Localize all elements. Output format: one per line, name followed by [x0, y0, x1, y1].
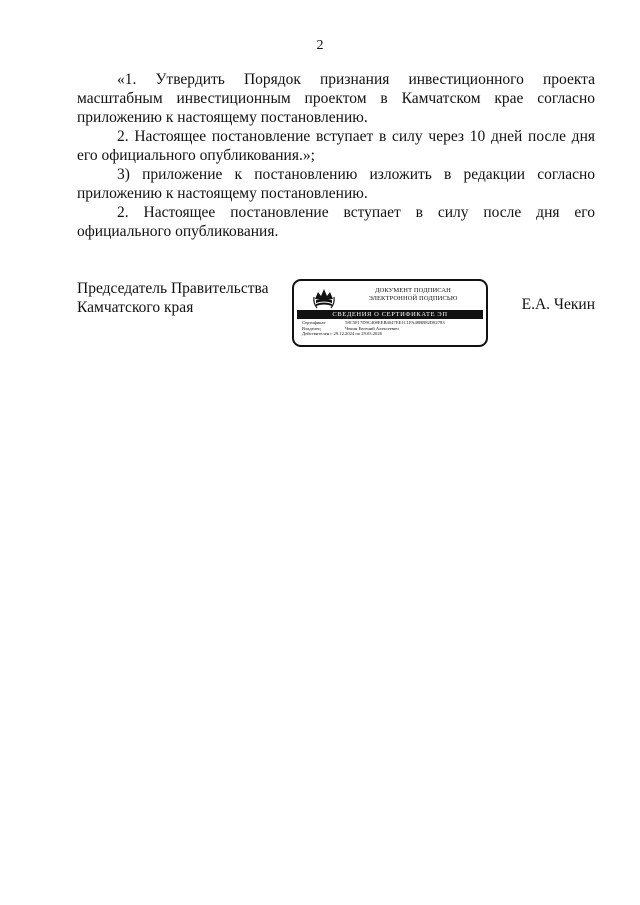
stamp-validity-label: Действителен: [302, 331, 330, 337]
paragraph: 2. Настоящее постановление вступает в силу через 10 дней после дня его официального опубликования.»;: [77, 128, 595, 164]
document-body: [77, 70, 595, 241]
signer-position-line: Председатель Правительства: [77, 280, 269, 297]
coat-of-arms-icon: [312, 286, 336, 310]
stamp-validity-row: [302, 331, 482, 337]
stamp-certificate-header: СВЕДЕНИЯ О СЕРТИФИКАТЕ ЭП: [297, 310, 483, 319]
stamp-details: [302, 320, 482, 337]
signer-position-line: Камчатского края: [77, 299, 194, 316]
stamp-owner-value: Чекин Евгений Алексеевич: [345, 325, 399, 331]
stamp-validity-value: с 29.12.2024 по 29.03.2026: [330, 331, 382, 337]
stamp-certificate-value: 58C5F17D9C408EEB4047EE1C1FA48BB82D82783: [345, 320, 445, 325]
paragraph: 3) приложение к постановлению изложить в редакции согласно приложению к настоящему постановлению.: [77, 166, 595, 202]
signer-name: Е.А. Чекин: [521, 296, 595, 313]
stamp-title-line: ЭЛЕКТРОННОЙ ПОДПИСЬЮ: [368, 295, 458, 302]
paragraph: «1. Утвердить Порядок признания инвестиционного проекта масштабным инвестиционным проектом в Камчатском крае согласно приложению к настоящему постановлению.: [77, 71, 595, 126]
signer-position: [77, 279, 287, 317]
paragraph: 2. Настоящее постановление вступает в силу после дня его официального опубликования.: [77, 204, 595, 240]
stamp-certificate-label: Сертификат: [302, 320, 326, 325]
stamp-title-line: ДОКУМЕНТ ПОДПИСАН: [375, 287, 451, 294]
page-number: 2: [316, 38, 324, 53]
electronic-signature-stamp: [292, 279, 488, 347]
stamp-title: [340, 287, 486, 303]
stamp-owner-label: Владелец: [302, 325, 321, 331]
